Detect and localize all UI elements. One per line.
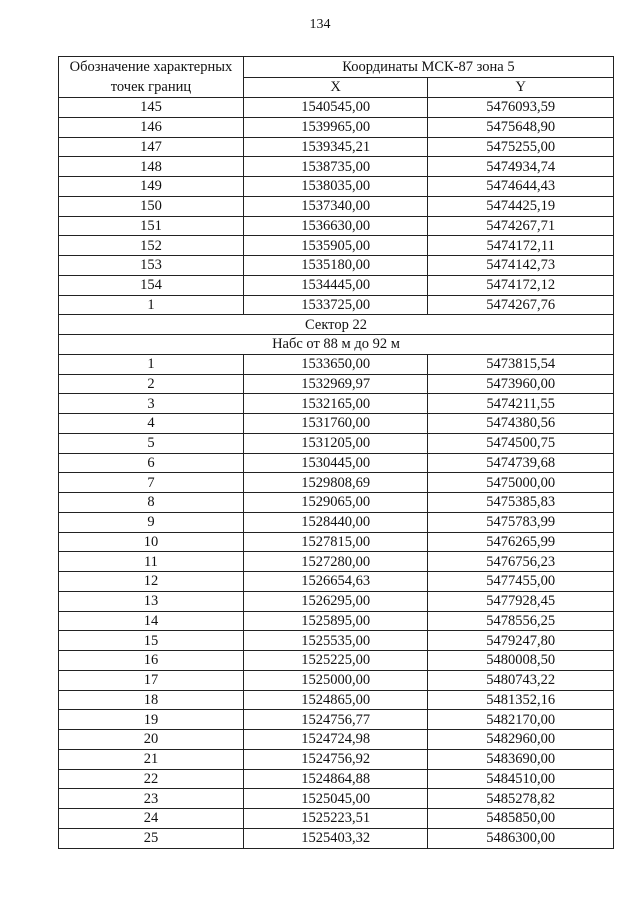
table-row bbox=[59, 157, 614, 177]
y-coordinate-cell: 5486300,00 bbox=[428, 828, 614, 848]
y-coordinate-cell: 5474739,68 bbox=[428, 453, 614, 473]
y-coordinate-cell: 5476265,99 bbox=[428, 532, 614, 552]
point-column-header bbox=[59, 57, 244, 98]
table-row bbox=[59, 670, 614, 690]
x-coordinate-cell: 1528440,00 bbox=[243, 512, 428, 532]
table-row bbox=[59, 177, 614, 197]
page-number: 134 bbox=[309, 17, 331, 32]
x-coordinate-cell: 1533725,00 bbox=[243, 295, 428, 315]
table-row bbox=[59, 828, 614, 848]
point-cell: 20 bbox=[59, 730, 244, 750]
point-column-header-line2: точек границ bbox=[110, 79, 192, 95]
table-row bbox=[59, 769, 614, 789]
point-cell: 6 bbox=[59, 453, 244, 473]
point-cell: 149 bbox=[59, 177, 244, 197]
point-cell: 8 bbox=[59, 493, 244, 513]
table-row bbox=[59, 473, 614, 493]
table-row bbox=[59, 631, 614, 651]
x-coordinate-cell: 1540545,00 bbox=[243, 98, 428, 118]
table-row bbox=[59, 374, 614, 394]
y-coordinate-cell: 5473815,54 bbox=[428, 354, 614, 374]
x-coordinate-cell: 1524864,88 bbox=[243, 769, 428, 789]
table-row bbox=[59, 394, 614, 414]
point-cell: 17 bbox=[59, 670, 244, 690]
point-cell: 21 bbox=[59, 749, 244, 769]
y-coordinate-cell: 5474380,56 bbox=[428, 414, 614, 434]
table-row bbox=[59, 710, 614, 730]
x-coordinate-cell: 1538035,00 bbox=[243, 177, 428, 197]
y-coordinate-cell: 5482960,00 bbox=[428, 730, 614, 750]
table-row bbox=[59, 611, 614, 631]
x-coordinate-cell: 1525403,32 bbox=[243, 828, 428, 848]
y-coordinate-cell: 5475783,99 bbox=[428, 512, 614, 532]
point-cell: 9 bbox=[59, 512, 244, 532]
y-coordinate-cell: 5485278,82 bbox=[428, 789, 614, 809]
table-row bbox=[59, 730, 614, 750]
point-cell: 150 bbox=[59, 196, 244, 216]
point-cell: 23 bbox=[59, 789, 244, 809]
y-coordinate-cell: 5480008,50 bbox=[428, 651, 614, 671]
y-coordinate-cell: 5479247,80 bbox=[428, 631, 614, 651]
x-coordinate-cell: 1524756,77 bbox=[243, 710, 428, 730]
point-cell: 1 bbox=[59, 295, 244, 315]
point-cell: 10 bbox=[59, 532, 244, 552]
table-row bbox=[59, 552, 614, 572]
point-cell: 2 bbox=[59, 374, 244, 394]
table-row bbox=[59, 690, 614, 710]
table-row bbox=[59, 809, 614, 829]
coordinates-table bbox=[58, 56, 614, 849]
y-coordinate-cell: 5475648,90 bbox=[428, 117, 614, 137]
x-coordinate-cell: 1535180,00 bbox=[243, 256, 428, 276]
y-coordinate-cell: 5473960,00 bbox=[428, 374, 614, 394]
x-column-header: X bbox=[243, 77, 428, 98]
point-cell: 151 bbox=[59, 216, 244, 236]
sector-subtitle: Набс от 88 м до 92 м bbox=[59, 335, 614, 355]
x-coordinate-cell: 1529808,69 bbox=[243, 473, 428, 493]
x-coordinate-cell: 1531205,00 bbox=[243, 433, 428, 453]
y-coordinate-cell: 5481352,16 bbox=[428, 690, 614, 710]
table-row bbox=[59, 256, 614, 276]
x-coordinate-cell: 1529065,00 bbox=[243, 493, 428, 513]
y-coordinate-cell: 5480743,22 bbox=[428, 670, 614, 690]
point-column-header-line1: Обозначение характерных bbox=[69, 59, 233, 75]
table-row bbox=[59, 137, 614, 157]
table-row bbox=[59, 572, 614, 592]
table-row bbox=[59, 98, 614, 118]
x-coordinate-cell: 1527280,00 bbox=[243, 552, 428, 572]
table-row bbox=[59, 532, 614, 552]
point-cell: 15 bbox=[59, 631, 244, 651]
table-row bbox=[59, 354, 614, 374]
x-coordinate-cell: 1531760,00 bbox=[243, 414, 428, 434]
point-cell: 25 bbox=[59, 828, 244, 848]
sector-title-row bbox=[59, 315, 614, 335]
y-coordinate-cell: 5483690,00 bbox=[428, 749, 614, 769]
y-coordinate-cell: 5474267,71 bbox=[428, 216, 614, 236]
table-row bbox=[59, 453, 614, 473]
point-cell: 18 bbox=[59, 690, 244, 710]
x-coordinate-cell: 1525895,00 bbox=[243, 611, 428, 631]
coordinates-group-header: Координаты МСК-87 зона 5 bbox=[243, 57, 613, 78]
x-coordinate-cell: 1536630,00 bbox=[243, 216, 428, 236]
point-cell: 11 bbox=[59, 552, 244, 572]
y-coordinate-cell: 5477928,45 bbox=[428, 591, 614, 611]
x-coordinate-cell: 1524865,00 bbox=[243, 690, 428, 710]
point-cell: 145 bbox=[59, 98, 244, 118]
x-coordinate-cell: 1537340,00 bbox=[243, 196, 428, 216]
point-cell: 22 bbox=[59, 769, 244, 789]
x-coordinate-cell: 1526654,63 bbox=[243, 572, 428, 592]
table-row bbox=[59, 275, 614, 295]
y-coordinate-cell: 5474211,55 bbox=[428, 394, 614, 414]
x-coordinate-cell: 1539965,00 bbox=[243, 117, 428, 137]
y-coordinate-cell: 5474644,43 bbox=[428, 177, 614, 197]
table-row bbox=[59, 493, 614, 513]
y-coordinate-cell: 5474267,76 bbox=[428, 295, 614, 315]
point-cell: 7 bbox=[59, 473, 244, 493]
table-row bbox=[59, 216, 614, 236]
point-cell: 4 bbox=[59, 414, 244, 434]
point-cell: 13 bbox=[59, 591, 244, 611]
sector-title: Сектор 22 bbox=[59, 315, 614, 335]
x-coordinate-cell: 1533650,00 bbox=[243, 354, 428, 374]
table-row bbox=[59, 651, 614, 671]
x-coordinate-cell: 1525000,00 bbox=[243, 670, 428, 690]
y-coordinate-cell: 5484510,00 bbox=[428, 769, 614, 789]
x-coordinate-cell: 1538735,00 bbox=[243, 157, 428, 177]
sector-subtitle-row bbox=[59, 335, 614, 355]
y-coordinate-cell: 5475385,83 bbox=[428, 493, 614, 513]
y-coordinate-cell: 5474172,11 bbox=[428, 236, 614, 256]
point-cell: 154 bbox=[59, 275, 244, 295]
table-row bbox=[59, 433, 614, 453]
y-coordinate-cell: 5474934,74 bbox=[428, 157, 614, 177]
x-coordinate-cell: 1526295,00 bbox=[243, 591, 428, 611]
point-cell: 14 bbox=[59, 611, 244, 631]
y-coordinate-cell: 5482170,00 bbox=[428, 710, 614, 730]
x-coordinate-cell: 1525535,00 bbox=[243, 631, 428, 651]
table-row bbox=[59, 591, 614, 611]
y-coordinate-cell: 5475000,00 bbox=[428, 473, 614, 493]
y-coordinate-cell: 5475255,00 bbox=[428, 137, 614, 157]
x-coordinate-cell: 1525223,51 bbox=[243, 809, 428, 829]
table-header-row bbox=[59, 57, 614, 78]
table-body bbox=[59, 98, 614, 849]
point-cell: 12 bbox=[59, 572, 244, 592]
x-coordinate-cell: 1524756,92 bbox=[243, 749, 428, 769]
point-cell: 3 bbox=[59, 394, 244, 414]
x-coordinate-cell: 1539345,21 bbox=[243, 137, 428, 157]
x-coordinate-cell: 1534445,00 bbox=[243, 275, 428, 295]
point-cell: 146 bbox=[59, 117, 244, 137]
table-row bbox=[59, 295, 614, 315]
x-coordinate-cell: 1535905,00 bbox=[243, 236, 428, 256]
point-cell: 1 bbox=[59, 354, 244, 374]
x-coordinate-cell: 1530445,00 bbox=[243, 453, 428, 473]
x-coordinate-cell: 1525225,00 bbox=[243, 651, 428, 671]
y-coordinate-cell: 5485850,00 bbox=[428, 809, 614, 829]
point-cell: 147 bbox=[59, 137, 244, 157]
y-column-header: Y bbox=[428, 77, 614, 98]
x-coordinate-cell: 1525045,00 bbox=[243, 789, 428, 809]
table-row bbox=[59, 414, 614, 434]
y-coordinate-cell: 5476756,23 bbox=[428, 552, 614, 572]
table-row bbox=[59, 512, 614, 532]
point-cell: 16 bbox=[59, 651, 244, 671]
table-row bbox=[59, 196, 614, 216]
y-coordinate-cell: 5474172,12 bbox=[428, 275, 614, 295]
x-coordinate-cell: 1532165,00 bbox=[243, 394, 428, 414]
y-coordinate-cell: 5474500,75 bbox=[428, 433, 614, 453]
point-cell: 5 bbox=[59, 433, 244, 453]
table-row bbox=[59, 749, 614, 769]
y-coordinate-cell: 5474142,73 bbox=[428, 256, 614, 276]
y-coordinate-cell: 5477455,00 bbox=[428, 572, 614, 592]
point-cell: 24 bbox=[59, 809, 244, 829]
point-cell: 152 bbox=[59, 236, 244, 256]
table-row bbox=[59, 789, 614, 809]
point-cell: 19 bbox=[59, 710, 244, 730]
y-coordinate-cell: 5478556,25 bbox=[428, 611, 614, 631]
x-coordinate-cell: 1524724,98 bbox=[243, 730, 428, 750]
table-row bbox=[59, 117, 614, 137]
x-coordinate-cell: 1532969,97 bbox=[243, 374, 428, 394]
y-coordinate-cell: 5476093,59 bbox=[428, 98, 614, 118]
y-coordinate-cell: 5474425,19 bbox=[428, 196, 614, 216]
table-row bbox=[59, 236, 614, 256]
x-coordinate-cell: 1527815,00 bbox=[243, 532, 428, 552]
point-cell: 148 bbox=[59, 157, 244, 177]
point-cell: 153 bbox=[59, 256, 244, 276]
